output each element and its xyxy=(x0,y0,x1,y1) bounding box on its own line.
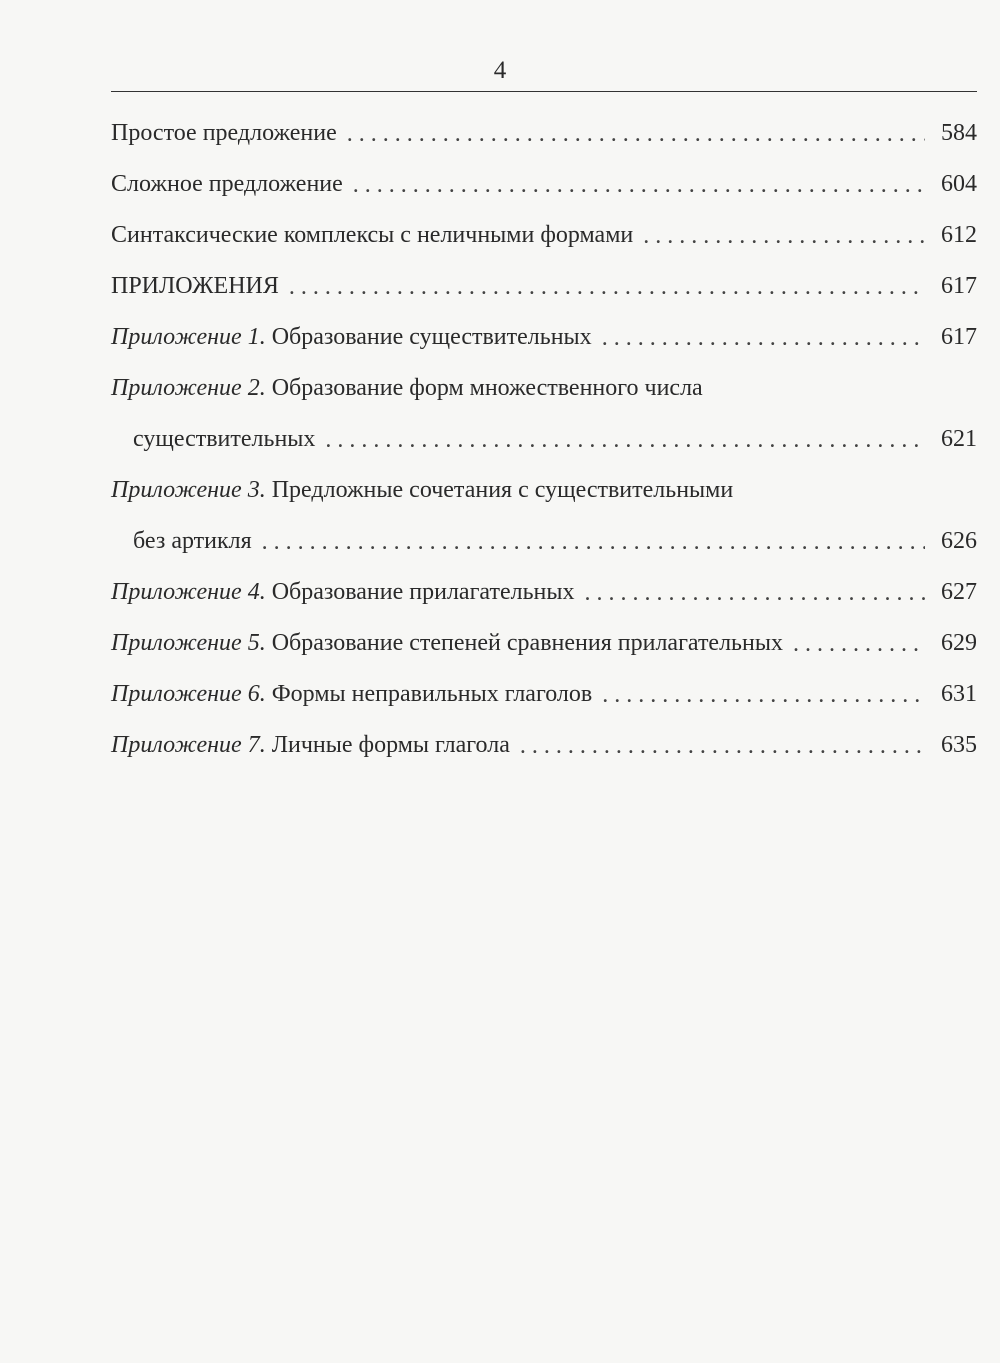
toc-entry-continuation-text: существительных xyxy=(133,426,316,452)
toc-entry-title xyxy=(111,477,733,504)
toc-entry-title xyxy=(111,732,510,759)
toc-entry xyxy=(111,567,977,618)
dot-leader xyxy=(262,527,925,557)
dot-leader xyxy=(520,731,925,761)
toc-entry xyxy=(111,618,977,669)
toc-entry-title xyxy=(111,375,703,402)
toc-entry-page: 621 xyxy=(941,426,977,452)
toc-entry xyxy=(111,108,977,159)
dot-leader xyxy=(325,425,925,455)
appendix-title: Предложные сочетания с существительными xyxy=(271,477,734,503)
toc-entry-title xyxy=(111,324,592,351)
page-number: 4 xyxy=(493,57,507,84)
toc-entry-title xyxy=(111,630,783,657)
toc-entry-page: 631 xyxy=(941,681,977,707)
appendix-prefix: Приложение 7. xyxy=(111,732,266,758)
toc-entry-page: 604 xyxy=(941,171,977,197)
appendix-prefix: Приложение 1. xyxy=(111,324,266,350)
header-rule xyxy=(111,91,977,92)
toc-entry xyxy=(111,465,977,516)
toc-entry xyxy=(111,312,977,363)
toc-entry xyxy=(111,159,977,210)
toc-entry-page: 629 xyxy=(941,630,977,656)
appendix-title: Образование степеней сравнения прилагательных xyxy=(271,630,783,656)
dot-leader xyxy=(643,221,925,251)
toc-entry xyxy=(111,669,977,720)
toc-entry-page: 627 xyxy=(941,579,977,605)
toc-entry xyxy=(111,363,977,414)
toc-entry xyxy=(111,261,977,312)
appendix-prefix: Приложение 6. xyxy=(111,681,266,707)
toc-entry-title xyxy=(111,681,592,708)
toc-entry-title: Сложное предложение xyxy=(111,171,343,197)
toc-entry-title: ПРИЛОЖЕНИЯ xyxy=(111,273,279,299)
dot-leader xyxy=(584,578,925,608)
toc-entry-page: 635 xyxy=(941,732,977,758)
toc-entry-page: 617 xyxy=(941,273,977,299)
appendix-prefix: Приложение 2. xyxy=(111,375,266,401)
toc-entry-title: Синтаксические комплексы с неличными формами xyxy=(111,222,634,248)
toc-entry-continuation xyxy=(111,414,977,465)
toc-entry-page: 626 xyxy=(941,528,977,554)
appendix-title: Формы неправильных глаголов xyxy=(271,681,593,707)
dot-leader xyxy=(793,629,925,659)
dot-leader xyxy=(602,323,925,353)
appendix-prefix: Приложение 3. xyxy=(111,477,266,503)
dot-leader xyxy=(602,680,925,710)
toc-entry-continuation xyxy=(111,516,977,567)
dot-leader xyxy=(289,272,925,302)
appendix-title: Личные формы глагола xyxy=(271,732,510,758)
toc-entry xyxy=(111,720,977,771)
toc-entry-continuation-text: без артикля xyxy=(133,528,252,554)
toc-entry-title xyxy=(111,579,574,606)
table-of-contents xyxy=(111,108,977,771)
appendix-title: Образование существительных xyxy=(271,324,592,350)
toc-entry xyxy=(111,210,977,261)
dot-leader xyxy=(353,170,925,200)
appendix-prefix: Приложение 5. xyxy=(111,630,266,656)
appendix-prefix: Приложение 4. xyxy=(111,579,266,605)
appendix-title: Образование прилагательных xyxy=(271,579,575,605)
dot-leader xyxy=(347,119,925,149)
toc-entry-title: Простое предложение xyxy=(111,120,337,146)
appendix-title: Образование форм множественного числа xyxy=(271,375,703,401)
toc-entry-page: 617 xyxy=(941,324,977,350)
toc-entry-page: 612 xyxy=(941,222,977,248)
toc-entry-page: 584 xyxy=(941,120,977,146)
